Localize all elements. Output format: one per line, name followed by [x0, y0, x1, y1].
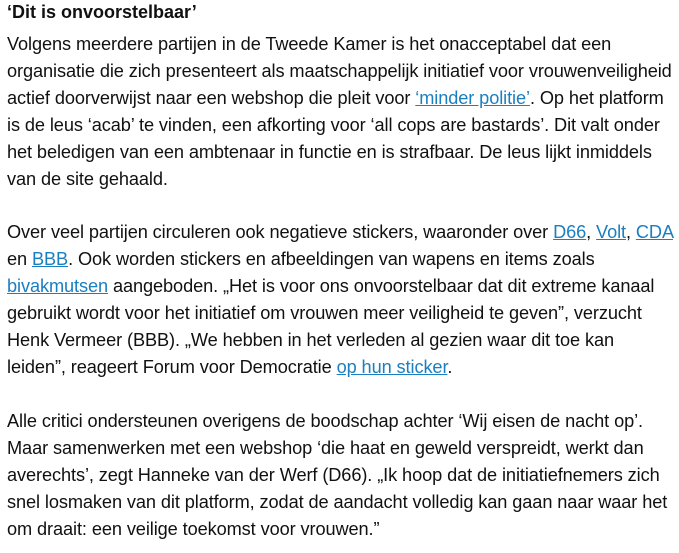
separator: ,	[625, 222, 636, 242]
section-heading: ‘Dit is onvoorstelbaar’	[7, 2, 197, 22]
paragraph-2-text-b: . Ook worden stickers en afbeeldingen van wapens en items zoals	[68, 249, 595, 269]
link-bivakmutsen[interactable]: bivakmutsen	[7, 276, 109, 296]
link-volt[interactable]: Volt	[596, 222, 626, 242]
separator: ,	[586, 222, 597, 242]
paragraph-1	[7, 31, 675, 193]
paragraph-2-text-a: Over veel partijen circuleren ook negatieve stickers, waaronder over	[7, 222, 554, 242]
paragraph-2	[7, 219, 675, 381]
link-cda[interactable]: CDA	[635, 222, 673, 242]
paragraph-1-text-a: Volgens meerdere partijen in de Tweede Kamer is het onacceptabel dat een organisatie die zich presenteert als maatschappelijk initiatief voor vrouwenveiligheid actief doorverwijst naar een webshop die pleit voor	[7, 34, 672, 108]
link-minder-politie[interactable]: ‘minder politie’	[415, 88, 530, 108]
link-d66[interactable]: D66	[553, 222, 587, 242]
paragraph-3: Alle critici ondersteunen overigens de boodschap achter ‘Wij eisen de nacht op’. Maar samenwerken met een webshop ‘die haat en geweld verspreidt, werkt dan averechts’, zegt Hanneke van der Werf (D66). „Ik hoop dat de initiatiefnemers zich snel losmaken van dit platform, zodat de aandacht volledig kan gaan naar waar het om draait: een veilige toekomst voor vrouwen.”	[7, 411, 668, 539]
paragraph-1-text-b: . Op het platform is de leus ‘acab’ te vinden, een afkorting voor ‘all cops are bastards’. Dit valt onder het beledigen van een ambtenaar in functie en is strafbaar. De leus lijkt inmiddels van de site gehaald.	[7, 88, 664, 189]
paragraph-2-text-c: aangeboden. „Het is voor ons onvoorstelbaar dat dit extreme kanaal gebruikt wordt voor het initiatief om vrouwen meer veiligheid te geven”, verzucht Henk Vermeer (BBB). „We hebben in het verleden al gezien waar dit toe kan leiden”, reageert Forum voor Democratie	[7, 276, 655, 377]
paragraph-2-text-d: .	[447, 357, 453, 377]
link-op-hun-sticker[interactable]: op hun sticker	[336, 357, 448, 377]
separator: en	[7, 249, 32, 269]
link-bbb[interactable]: BBB	[31, 249, 69, 269]
